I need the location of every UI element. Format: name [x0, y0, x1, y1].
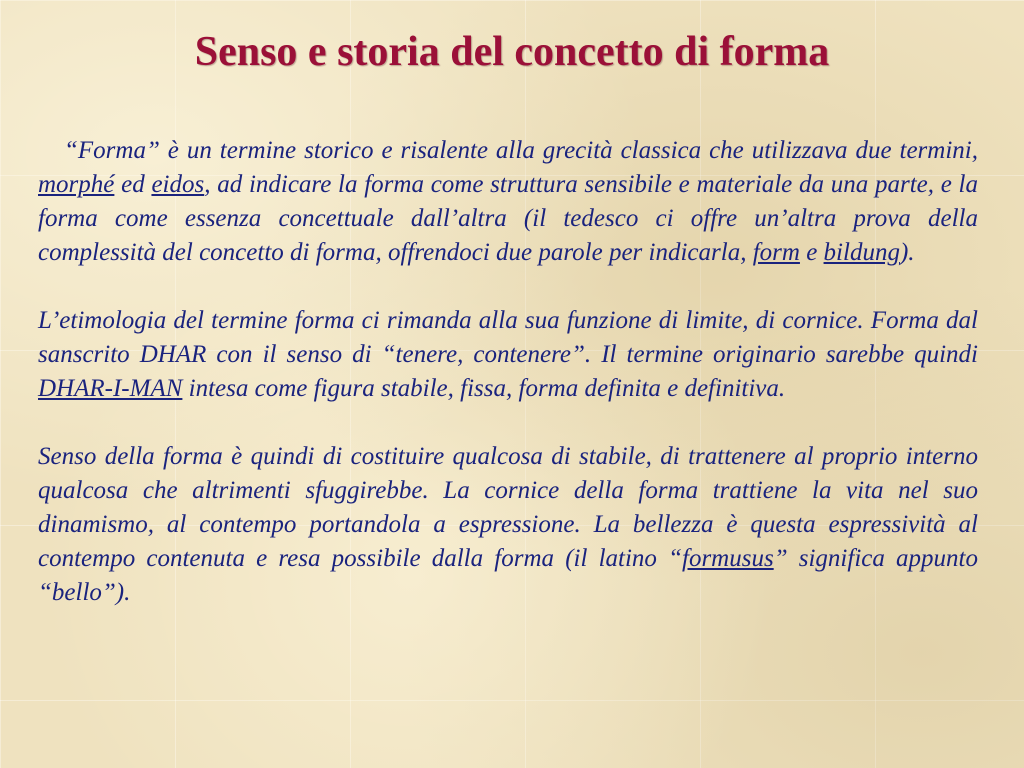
text-segment: ). — [899, 239, 915, 266]
paragraph-forma-termine — [38, 134, 978, 270]
term-dhar-i-man: DHAR-I-MAN — [38, 375, 183, 402]
paragraph-senso-forma — [38, 440, 978, 610]
term-formusus: formusus — [682, 545, 774, 572]
term-morphe: morphé — [38, 171, 115, 198]
term-form: form — [752, 239, 800, 266]
text-segment: , ad indicare la forma come struttura sensibile e materiale da una parte, e la forma come essenza concettuale dall’altra (il tedesco ci offre un’altra prova della complessità del concetto di forma, offrendoci due parole per indicarla, — [38, 171, 978, 266]
text-segment: intesa come figura stabile, fissa, forma definita e definitiva. — [182, 375, 786, 402]
slide-body — [38, 134, 978, 644]
text-segment: “Forma” è un termine storico e risalente alla grecità classica che utilizzava due termini, — [64, 137, 978, 164]
slide-title: Senso e storia del concetto di forma — [194, 29, 830, 75]
term-bildung: bildung — [823, 239, 900, 266]
text-segment: L’etimologia del termine forma ci rimanda alla sua funzione di limite, di cornice. Forma dal sanscrito DHAR con il senso di “tenere, contenere”. Il termine originario sarebbe quindi — [38, 307, 978, 368]
text-segment: ed — [114, 171, 152, 198]
paragraph-etimologia — [38, 304, 978, 406]
term-eidos: eidos — [151, 171, 205, 198]
text-segment: ” significa appunto “bello”). — [38, 545, 978, 606]
text-segment: e — [799, 239, 824, 266]
text-segment: Senso della forma è quindi di costituire qualcosa di stabile, di trattenere al proprio interno qualcosa che altrimenti sfuggirebbe. La cornice della forma trattiene la vita nel suo dinamismo, al contempo portandola a espressione. La bellezza è questa espressività al contempo contenuta e resa possibile dalla forma (il latino “ — [38, 443, 978, 572]
